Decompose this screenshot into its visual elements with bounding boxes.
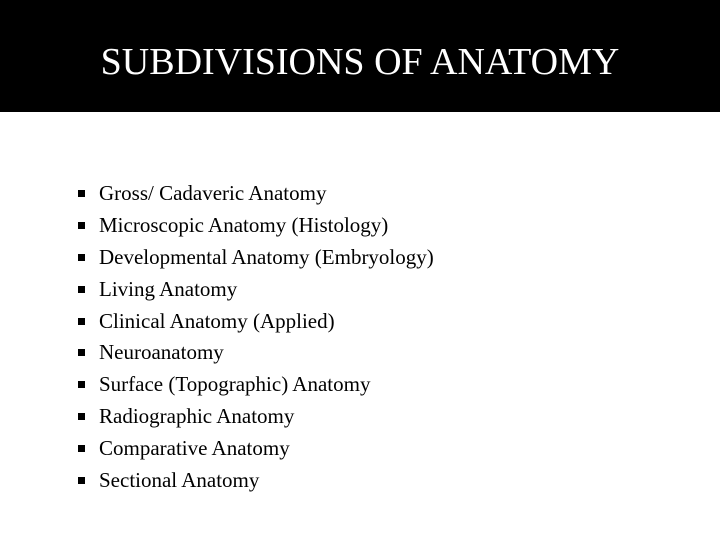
list-item <box>78 464 434 496</box>
list-item <box>78 432 434 464</box>
list-item <box>78 273 434 305</box>
list-item <box>78 178 434 210</box>
square-bullet-icon <box>78 286 85 293</box>
list-item <box>78 305 434 337</box>
list-item-text: Neuroanatomy <box>99 340 224 365</box>
list-item-text: Gross/ Cadaveric Anatomy <box>99 181 327 206</box>
list-item <box>78 401 434 433</box>
square-bullet-icon <box>78 349 85 356</box>
bullet-list <box>78 178 434 496</box>
list-item-text: Comparative Anatomy <box>99 435 290 460</box>
square-bullet-icon <box>78 318 85 325</box>
list-item <box>78 210 434 242</box>
title-bar <box>0 0 720 112</box>
list-item <box>78 337 434 369</box>
square-bullet-icon <box>78 222 85 229</box>
list-item-text: Developmental Anatomy (Embryology) <box>99 244 434 269</box>
square-bullet-icon <box>78 381 85 388</box>
square-bullet-icon <box>78 413 85 420</box>
square-bullet-icon <box>78 190 85 197</box>
list-item <box>78 242 434 274</box>
list-item <box>78 369 434 401</box>
slide-title: SUBDIVISIONS OF ANATOMY <box>100 41 620 83</box>
list-item-text: Clinical Anatomy (Applied) <box>99 308 335 333</box>
square-bullet-icon <box>78 477 85 484</box>
square-bullet-icon <box>78 445 85 452</box>
list-item-text: Microscopic Anatomy (Histology) <box>99 213 389 238</box>
list-item-text: Radiographic Anatomy <box>99 403 295 428</box>
square-bullet-icon <box>78 254 85 261</box>
list-item-text: Living Anatomy <box>99 276 238 301</box>
list-item-text: Surface (Topographic) Anatomy <box>99 372 371 397</box>
list-item-text: Sectional Anatomy <box>99 467 260 492</box>
